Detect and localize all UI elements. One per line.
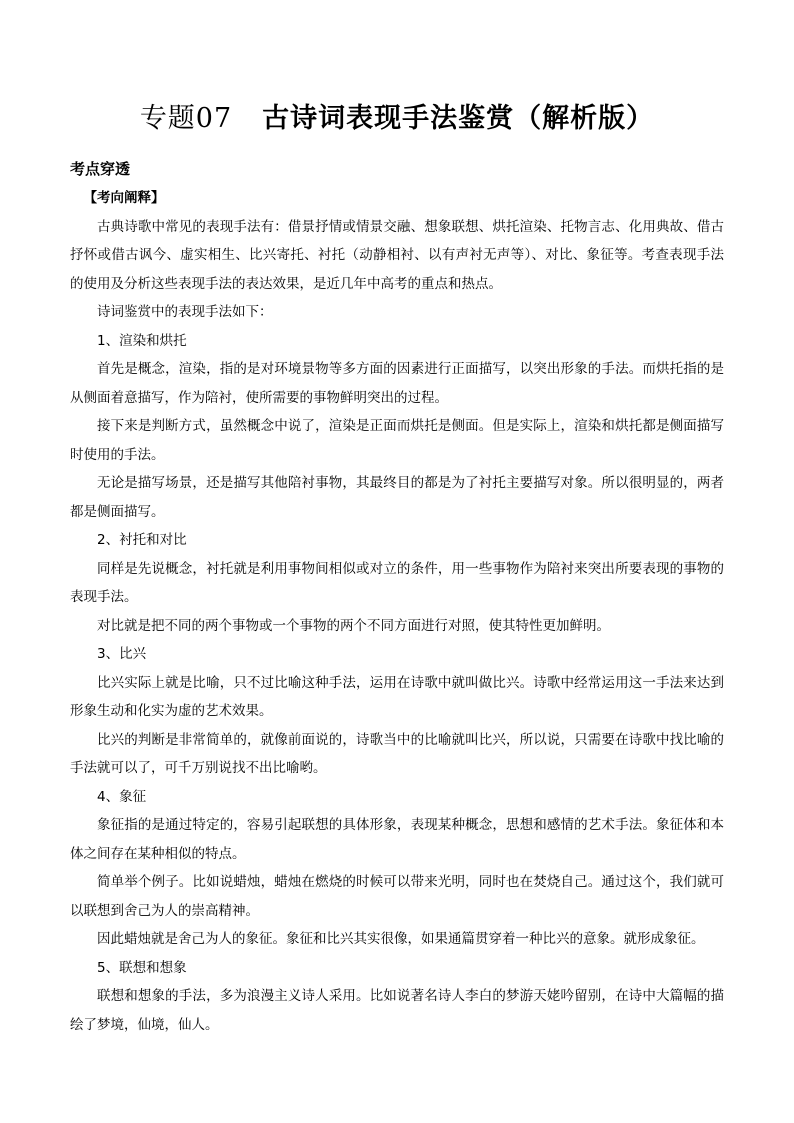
- list-heading: 4、象征: [97, 788, 147, 805]
- paragraph: 比兴实际上就是比喻，只不过比喻这种手法，运用在诗歌中就叫做比兴。诗歌中经常运用这一手法来达到形象生动和化实为虚的艺术效果。: [70, 674, 724, 719]
- document-title: [0, 96, 794, 135]
- title-prefix: 专题07: [139, 103, 233, 134]
- paragraph: 首先是概念，渲染，指的是对环境景物等多方面的因素进行正面描写，以突出形象的手法。而烘托指的是从侧面着意描写，作为陪衬，使所需要的事物鲜明突出的过程。: [70, 361, 724, 406]
- paragraph: 古典诗歌中常见的表现手法有：借景抒情或情景交融、想象联想、烘托渲染、托物言志、化用典故、借古抒怀或借古讽今、虚实相生、比兴寄托、衬托（动静相衬、以有声衬无声等）、对比、象征等。考查表现手法的使用及分析这些表现手法的表达效果，是近几年中高考的重点和热点。: [70, 218, 724, 292]
- section-heading: 考点穿透: [70, 160, 131, 178]
- paragraph: 简单举个例子。比如说蜡烛，蜡烛在燃烧的时候可以带来光明，同时也在焚烧自己。通过这个，我们就可以联想到舍己为人的崇高精神。: [70, 874, 724, 919]
- list-heading: 1、渲染和烘托: [97, 332, 187, 349]
- paragraph: 比兴的判断是非常简单的，就像前面说的，诗歌当中的比喻就叫比兴，所以说，只需要在诗歌中找比喻的手法就可以了，可千万别说找不出比喻哟。: [70, 731, 724, 776]
- paragraph: 对比就是把不同的两个事物或一个事物的两个不同方面进行对照，使其特性更加鲜明。: [97, 617, 610, 634]
- document-body: [70, 184, 724, 1039]
- paragraph: 无论是描写场景，还是描写其他陪衬事物，其最终目的都是为了衬托主要描写对象。所以很明显的，两者都是侧面描写。: [70, 475, 724, 520]
- list-heading: 3、比兴: [97, 646, 147, 662]
- paragraph: 同样是先说概念，衬托就是利用事物间相似或对立的条件，用一些事物作为陪衬来突出所要表现的事物的表现手法。: [70, 560, 724, 605]
- paragraph: 象征指的是通过特定的，容易引起联想的具体形象，表现某种概念，思想和感情的艺术手法。象征体和本体之间存在某种相似的特点。: [70, 817, 724, 862]
- paragraph: 联想和想象的手法，多为浪漫主义诗人采用。比如说著名诗人李白的梦游天姥吟留别，在诗中大篇幅的描绘了梦境，仙境，仙人。: [70, 988, 724, 1033]
- list-heading: 2、衬托和对比: [97, 532, 187, 548]
- title-main: 古诗词表现手法鉴赏（解析版）: [262, 103, 655, 134]
- paragraph: 接下来是判断方式，虽然概念中说了，渲染是正面而烘托是侧面。但是实际上，渲染和烘托都是侧面描写时使用的手法。: [70, 418, 724, 463]
- subheading: 【考向阐释】: [83, 190, 165, 206]
- paragraph: 因此蜡烛就是舍己为人的象征。象征和比兴其实很像，如果通篇贯穿着一种比兴的意象。就形成象征。: [97, 931, 705, 947]
- list-heading: 5、联想和想象: [97, 959, 187, 976]
- paragraph: 诗词鉴赏中的表现手法如下：: [97, 304, 273, 320]
